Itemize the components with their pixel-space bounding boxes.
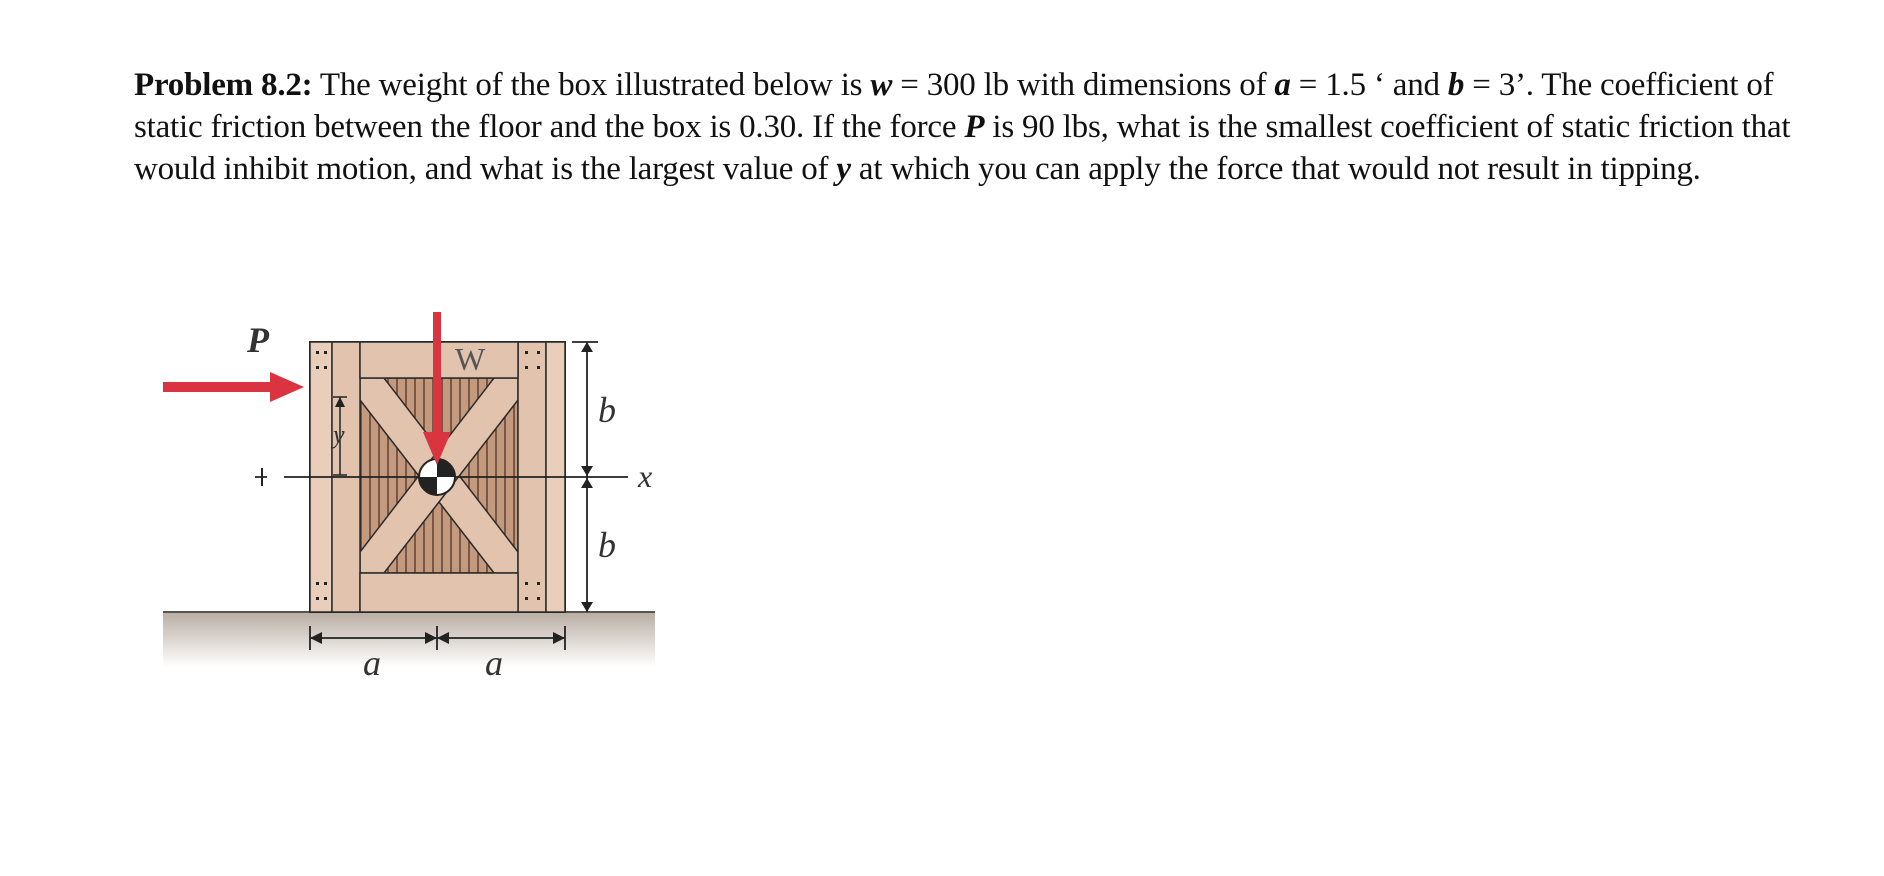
problem-text-2: = 300 lb with dimensions of [892,67,1275,103]
label-b-bottom: b [598,525,616,565]
weight-symbol: w [870,67,893,103]
label-b-top: b [598,390,616,430]
label-y: y [333,420,345,449]
force-p-symbol: P [964,109,985,145]
label-p: P [247,320,269,360]
label-a-left: a [363,643,381,683]
crate-diagram [150,300,670,690]
dimension-a-symbol: a [1274,67,1291,103]
crate-bottom-rail [360,573,518,612]
label-w: W [455,341,486,377]
height-y-symbol: y [836,151,851,187]
problem-statement [134,64,1824,190]
force-p-arrow [163,372,304,402]
problem-text-4: = 3’. The coefficient of static friction between the floor and the box is 0.30. If the force [134,67,1774,145]
ground [163,612,655,667]
problem-text-5: is 90 lbs, what is the smallest coefficient of static friction that would inhibit motion, and what is the largest value of [134,109,1791,187]
problem-text-1: The weight of the box illustrated below is [312,67,871,103]
problem-text-3: = 1.5 ‘ and [1290,67,1448,103]
label-a-right: a [485,643,503,683]
problem-text-6: at which you can apply the force that would not result in tipping. [850,151,1701,187]
label-x: x [638,458,653,494]
dimension-b-symbol: b [1447,67,1465,103]
problem-heading: Problem 8.2: [134,67,313,103]
